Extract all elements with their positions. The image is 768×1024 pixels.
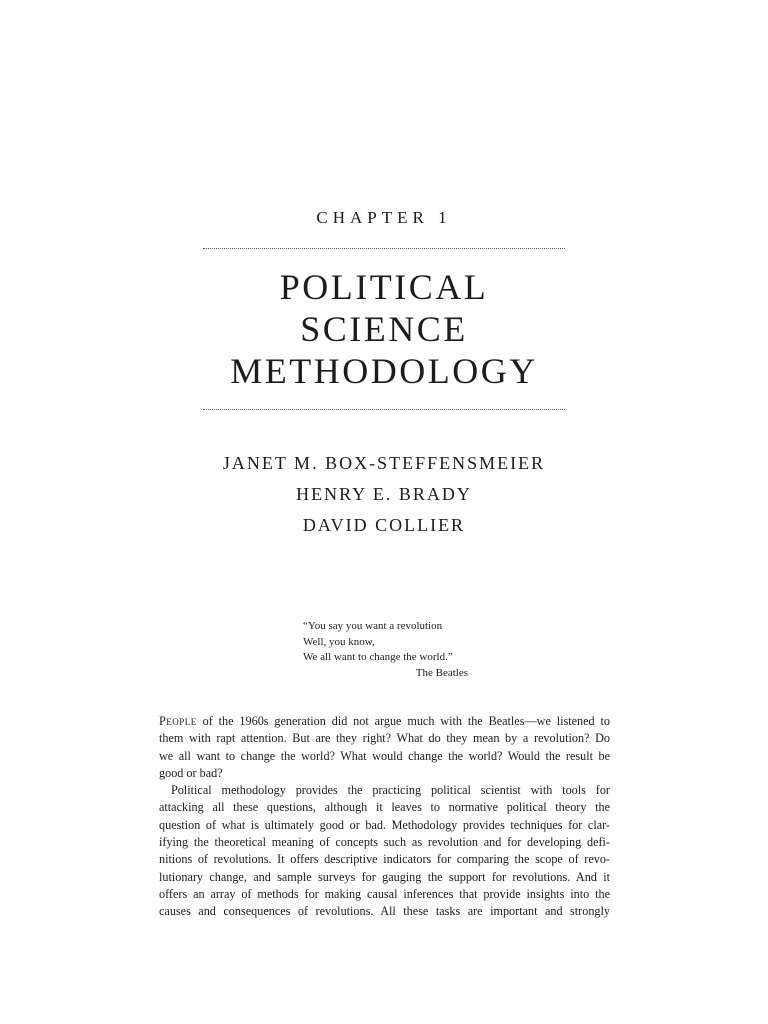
- paragraph-2-line-5: nitions of revolutions. It offers descriptive indicators for comparing the scope of revo-: [159, 852, 610, 867]
- epigraph-line-3: We all want to change the world.”: [303, 651, 453, 663]
- author-3: DAVID COLLIER: [302, 515, 466, 535]
- paragraph-lead-word: People: [159, 714, 197, 728]
- epigraph: [303, 619, 468, 681]
- title-line-2: SCIENCE: [300, 309, 468, 349]
- paragraph-1-line-4: good or bad?: [159, 765, 223, 780]
- author-2: HENRY E. BRADY: [296, 484, 472, 504]
- paragraph-2-line-4: ifying the theoretical meaning of concepts such as revolution and for developing defi-: [159, 835, 610, 850]
- epigraph-attribution: The Beatles: [415, 666, 468, 679]
- author-list: [0, 448, 768, 541]
- chapter-title: [0, 266, 768, 392]
- paragraph-1-line-3: we all want to change the world? What would change the world? Would the result be: [159, 748, 610, 763]
- epigraph-line-1: “You say you want a revolution: [303, 620, 443, 632]
- author-1: JANET M. BOX-STEFFENSMEIER: [222, 453, 546, 473]
- paragraph-1-line-2: them with rapt attention. But are they right? What do they mean by a revolution? Do: [159, 731, 610, 746]
- paragraph-2-line-7: offers an array of methods for making causal inferences that provide insights into the: [159, 886, 610, 901]
- dotted-rule-top: [203, 248, 565, 249]
- title-line-3: METHODOLOGY: [230, 351, 538, 391]
- paragraph-2-line-1: Political methodology provides the practicing political scientist with tools for: [171, 783, 610, 798]
- dotted-rule-bottom: [203, 409, 565, 410]
- paragraph-2-line-8: causes and consequences of revolutions. All these tasks are important and strongly: [159, 904, 610, 919]
- paragraph-2-line-3: question of what is ultimately good or bad. Methodology provides techniques for clar-: [159, 817, 610, 832]
- epigraph-line-2: Well, you know,: [303, 635, 375, 648]
- paragraph-1-line-1: [159, 713, 610, 730]
- paragraph-1-line-1-rest: of the 1960s generation did not argue much with the Beatles—we listened to: [196, 714, 610, 728]
- paragraph-2-line-6: lutionary change, and sample surveys for gauging the support for revolutions. And it: [159, 869, 610, 884]
- paragraph-2-line-2: attacking all these questions, although it leaves to normative political theory the: [159, 800, 610, 815]
- body-text: [159, 713, 610, 921]
- chapter-label: CHAPTER 1: [316, 208, 452, 227]
- title-line-1: POLITICAL: [279, 267, 489, 307]
